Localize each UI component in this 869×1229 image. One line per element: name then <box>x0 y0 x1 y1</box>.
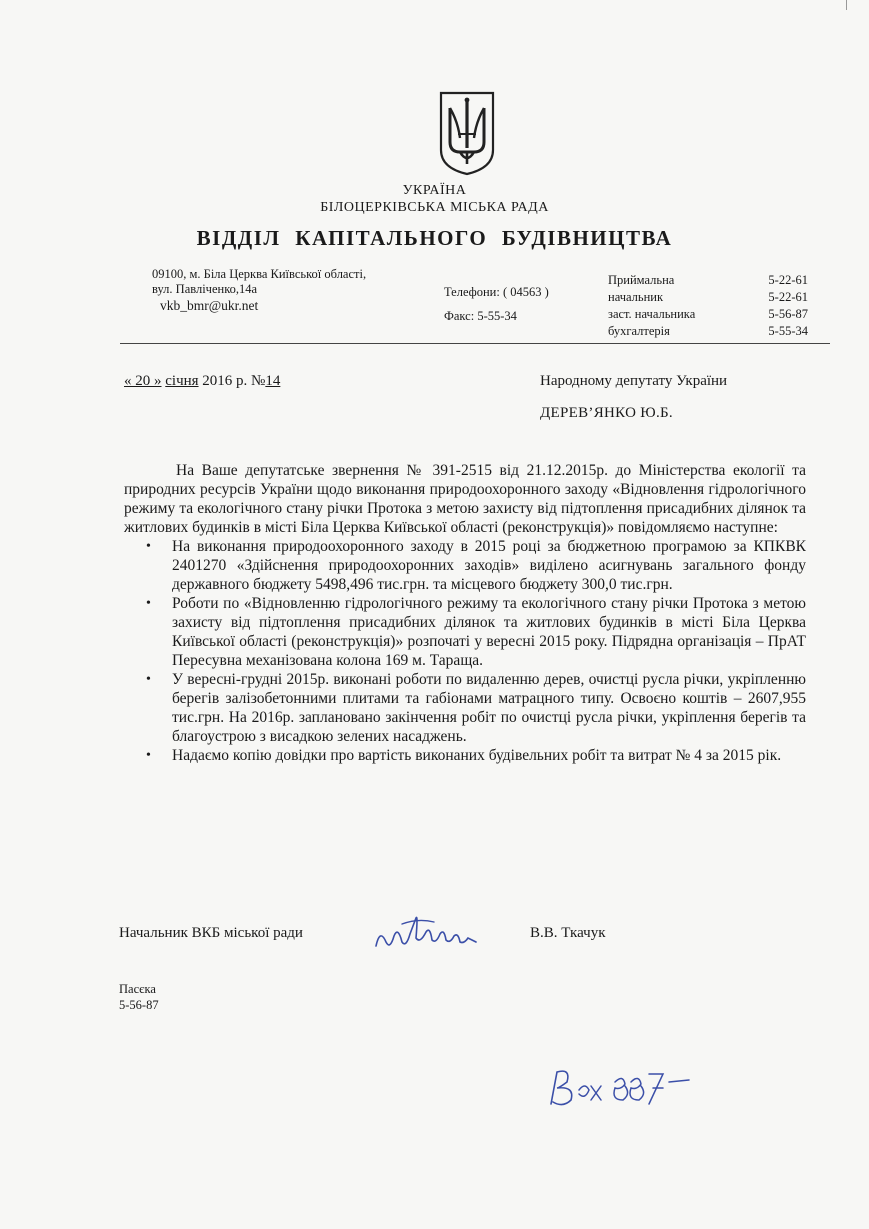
recipient-title: Народному депутату України <box>540 373 728 389</box>
letter-body <box>124 461 806 765</box>
date-day: « 20 » <box>124 373 162 389</box>
email-address[interactable]: vkb_bmr@ukr.net <box>160 298 259 313</box>
contact-row <box>608 307 808 324</box>
contact-label: Приймальна <box>608 273 675 287</box>
contact-number: 5-22-61 <box>768 290 808 304</box>
handwritten-incoming-note-icon <box>545 1060 695 1115</box>
list-item <box>124 746 806 765</box>
letter-number: 14 <box>265 373 281 389</box>
country-name: УКРАЇНА <box>402 183 467 198</box>
contact-number: 5-55-34 <box>768 324 808 338</box>
fax-label: Факс: 5-55-34 <box>444 309 517 323</box>
executor-name: Пасєка <box>119 982 156 996</box>
signatory-name: В.В. Ткачук <box>530 925 606 941</box>
phones-label: Телефони: ( 04563 ) <box>444 285 549 299</box>
coat-of-arms-icon <box>438 90 496 176</box>
number-prefix: № <box>251 373 266 389</box>
department-name: ВІДДІЛ КАПІТАЛЬНОГО БУДІВНИЦТВА <box>196 226 673 250</box>
contact-number: 5-22-61 <box>768 273 808 287</box>
handwritten-signature-icon <box>372 908 492 956</box>
contact-label: заст. начальника <box>608 307 696 321</box>
date-year: 2016 р. <box>202 373 248 389</box>
address-line-1: 09100, м. Біла Церква Київської області, <box>152 267 367 281</box>
scan-mark <box>846 0 847 10</box>
contacts-table <box>608 273 808 341</box>
list-item-text: У вересні-грудні 2015р. виконані роботи по видаленню дерев, очистці русла річки, укріпленню берегів залізобетонними плитами та габіонами матрацного типу. Освоєно коштів – 2607,955 тис.грн. На 2016р. заплановано закінчення робіт по очистці русла річки, укріплення берегів та благоустрою з висадкою зелених насаджень. <box>172 671 806 745</box>
executor-phone: 5-56-87 <box>119 998 159 1012</box>
signatory-title: Начальник ВКБ міської ради <box>119 925 303 941</box>
recipient-name: ДЕРЕВ’ЯНКО Ю.Б. <box>540 405 673 421</box>
bullet-icon: • <box>146 539 151 554</box>
intro-paragraph: На Ваше депутатське звернення № 391-2515 від 21.12.2015р. до Міністерства екології та природних ресурсів України щодо виконання природоохоронного заходу «Відновлення гідрологічного режиму та екологічного стану річки Протока з метою захисту від підтоплення присадибних ділянок та житлових будинків в місті Біла Церква Київської області (реконструкція)» повідомляємо наступне: <box>124 462 806 536</box>
list-item-text: Роботи по «Відновленню гідрологічного режиму та екологічного стану річки Протока з метою захисту від підтоплення присадибних ділянок та житлових будинків в місті Біла Церква Київської області (реконструкція)» розпочаті у вересні 2015 року. Підрядна організація – ПрАТ Пересувна механізована колона 169 м. Тараща. <box>172 595 806 669</box>
contact-label: бухгалтерія <box>608 324 670 338</box>
bullet-icon: • <box>146 672 151 687</box>
bullet-icon: • <box>146 596 151 611</box>
bullet-list <box>124 537 806 765</box>
list-item-text: На виконання природоохоронного заходу в 2015 році за бюджетною програмою за КПКВК 2401270 «Здійснення природоохоронних заходів» виділено асигнувань загального фонду державного бюджету 5498,496 тис.грн. та місцевого бюджету 300,0 тис.грн. <box>172 538 806 593</box>
letter-date-number <box>124 373 280 390</box>
contact-row <box>608 324 808 341</box>
list-item <box>124 670 806 746</box>
contact-row <box>608 290 808 307</box>
header-divider <box>120 343 830 344</box>
list-item-text: Надаємо копію довідки про вартість виконаних будівельних робіт та витрат № 4 за 2015 рік. <box>172 747 782 764</box>
list-item <box>124 594 806 670</box>
date-month: січня <box>165 373 199 389</box>
list-item <box>124 537 806 594</box>
contact-row <box>608 273 808 290</box>
bullet-icon: • <box>146 748 151 763</box>
address-line-2: вул. Павліченко,14а <box>152 282 258 296</box>
council-name: БІЛОЦЕРКІВСЬКА МІСЬКА РАДА <box>320 200 549 215</box>
contact-label: начальник <box>608 290 664 304</box>
contact-number: 5-56-87 <box>768 307 808 321</box>
